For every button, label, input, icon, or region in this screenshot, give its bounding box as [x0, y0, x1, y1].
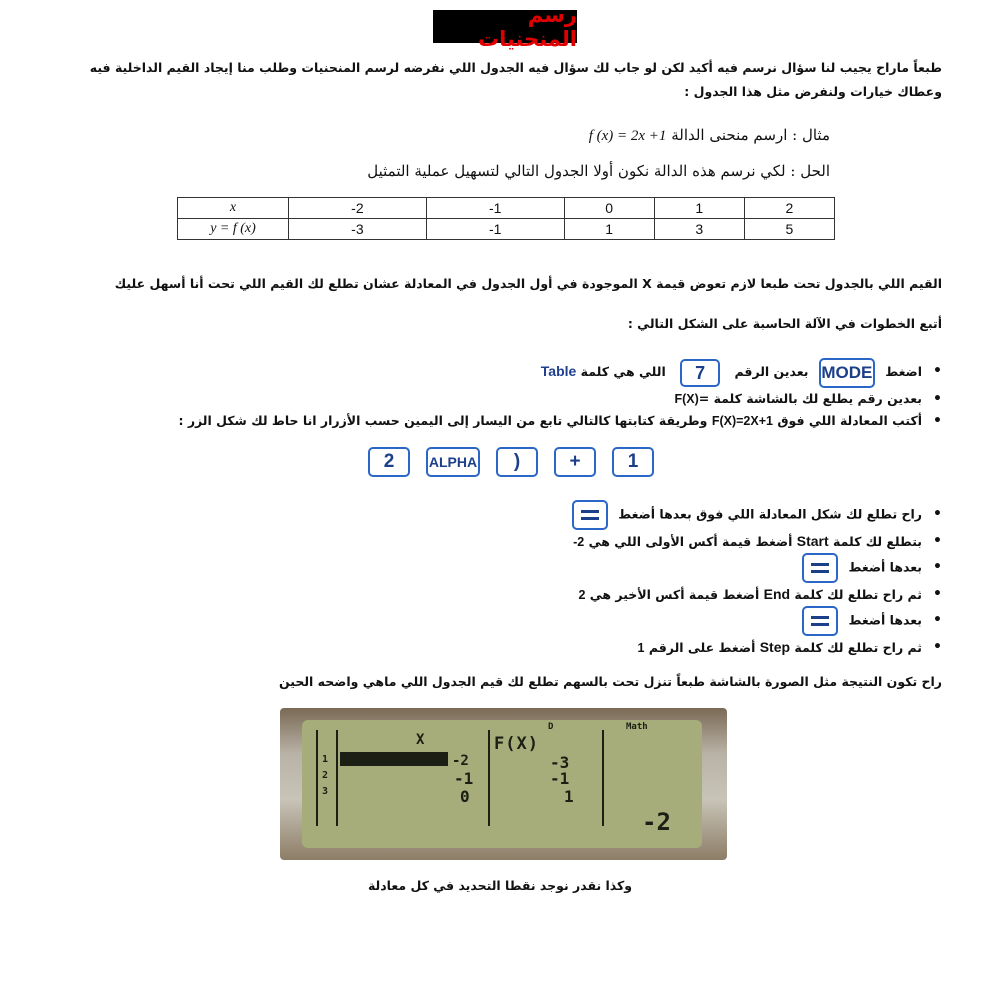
table-row	[178, 219, 835, 240]
lcd-x-val: -1	[454, 769, 474, 788]
table-cell: 1	[654, 198, 744, 219]
equals-key-icon	[802, 553, 838, 583]
key-1-icon: 1	[612, 447, 654, 477]
solution-line: الحل : لكي نرسم هذه الدالة نكون أولا الجدول التالي لتسهيل عملية التمثيل	[367, 162, 830, 180]
table-header-cell: y = f (x)	[178, 219, 289, 240]
list-item: • بعدها أضغط	[44, 553, 944, 583]
list-item: • ثم راح تطلع لك كلمة End أضغط قيمة أكس الأخير هي 2	[44, 583, 944, 606]
caption: وكذا نقدر نوجد نقطا التحديد في كل معادلة	[367, 878, 633, 893]
intro-paragraph: طبعاً ماراح يجيب لنا سؤال نرسم فيه أكيد لكن لو جاب لك سؤال فيه الجدول اللي نفرضه لرسم المنحنيات وطلب منا إيجاد القيم الداخلية فيه وعطاك خيارات ولنفرض مثل هذا الجدول :	[89, 60, 942, 99]
lcd-bottom-value: -2	[642, 808, 671, 836]
list-item: • بتطلع لك كلمة Start أضغط قيمة أكس الأولى اللي هي -2	[44, 530, 944, 553]
table-cell: -2	[289, 198, 427, 219]
explanation-paragraph: القيم اللي بالجدول تحت طبعا لازم تعوض قيمة X الموجودة في أول الجدول في المعادلة عشان تطلع لك القيم اللي تحت أنا أسهل عليك	[114, 276, 942, 291]
equals-key-icon	[572, 500, 608, 530]
alpha-key-icon: ALPHA	[426, 447, 480, 477]
calculator-lcd	[302, 720, 702, 848]
lcd-row-num: 2	[322, 770, 329, 781]
lcd-x-val: -2	[452, 753, 469, 769]
lcd-row-num: 3	[322, 786, 329, 797]
result-paragraph: راح تكون النتيجة مثل الصورة بالشاشة طبعاً تنزل تحت بالسهم تطلع لك قيم الجدول اللي ماهي واضحه الحين	[278, 674, 942, 689]
key-2-icon: 2	[368, 447, 410, 477]
table-cell: 2	[744, 198, 834, 219]
list-item: • بعدين رقم يطلع لك بالشاشة كلمة =F(X)	[44, 388, 944, 410]
table-cell: 5	[744, 219, 834, 240]
key-sequence	[368, 447, 654, 477]
table-cell: 1	[564, 219, 654, 240]
lcd-x-val: 0	[460, 787, 470, 806]
example-line	[575, 126, 830, 145]
table-cell: -3	[289, 219, 427, 240]
seven-key-icon: 7	[680, 359, 720, 387]
table-cell: -1	[426, 219, 564, 240]
lcd-col-fx: F(X)	[494, 734, 539, 754]
table-cell: 3	[654, 219, 744, 240]
values-table	[177, 197, 835, 240]
list-item: • ثم راح تطلع لك كلمة Step أضغط على الرقم 1	[44, 636, 944, 659]
calculator-screen-photo	[280, 708, 727, 860]
paren-key-icon: )	[496, 447, 538, 477]
lcd-col-x: X	[416, 732, 425, 748]
steps-heading: أتبع الخطوات في الآلة الحاسبة على الشكل التالي :	[627, 316, 942, 331]
example-label: مثال : ارسم منحنى الدالة	[671, 126, 830, 144]
table-row	[178, 198, 835, 219]
example-function: f (x) = 2x +1	[588, 128, 667, 144]
steps-list-1	[44, 356, 944, 432]
table-cell: 0	[564, 198, 654, 219]
steps-list-2	[44, 500, 944, 659]
lcd-mode: Math	[626, 722, 648, 732]
plus-key-icon: +	[554, 447, 596, 477]
table-cell: -1	[426, 198, 564, 219]
list-item: • أكتب المعادلة اللي فوق F(X)=2X+1 وطريقة كتابتها كالتالي تابع من اليسار إلى اليمين حسب الأزرار انا حاط لك شكل الزر :	[44, 410, 944, 432]
lcd-fx-val: -3	[550, 753, 570, 772]
equals-key-icon	[802, 606, 838, 636]
table-header-cell: x	[178, 198, 289, 219]
table-word: Table	[540, 363, 577, 379]
lcd-fx-val: -1	[550, 769, 570, 788]
list-item: • بعدها أضغط	[44, 606, 944, 636]
list-item: • راح تطلع لك شكل المعادلة اللي فوق بعدها أضغط	[44, 500, 944, 530]
lcd-fx-val: 1	[564, 787, 574, 806]
page-title: رسم المنحنيات	[433, 10, 577, 43]
mode-key-icon: MODE	[819, 358, 875, 388]
lcd-row-num: 1	[322, 754, 329, 765]
list-item: • اضغط MODE بعدين الرقم 7 اللي هي كلمة Table	[44, 356, 944, 388]
lcd-indicator: D	[548, 722, 554, 732]
